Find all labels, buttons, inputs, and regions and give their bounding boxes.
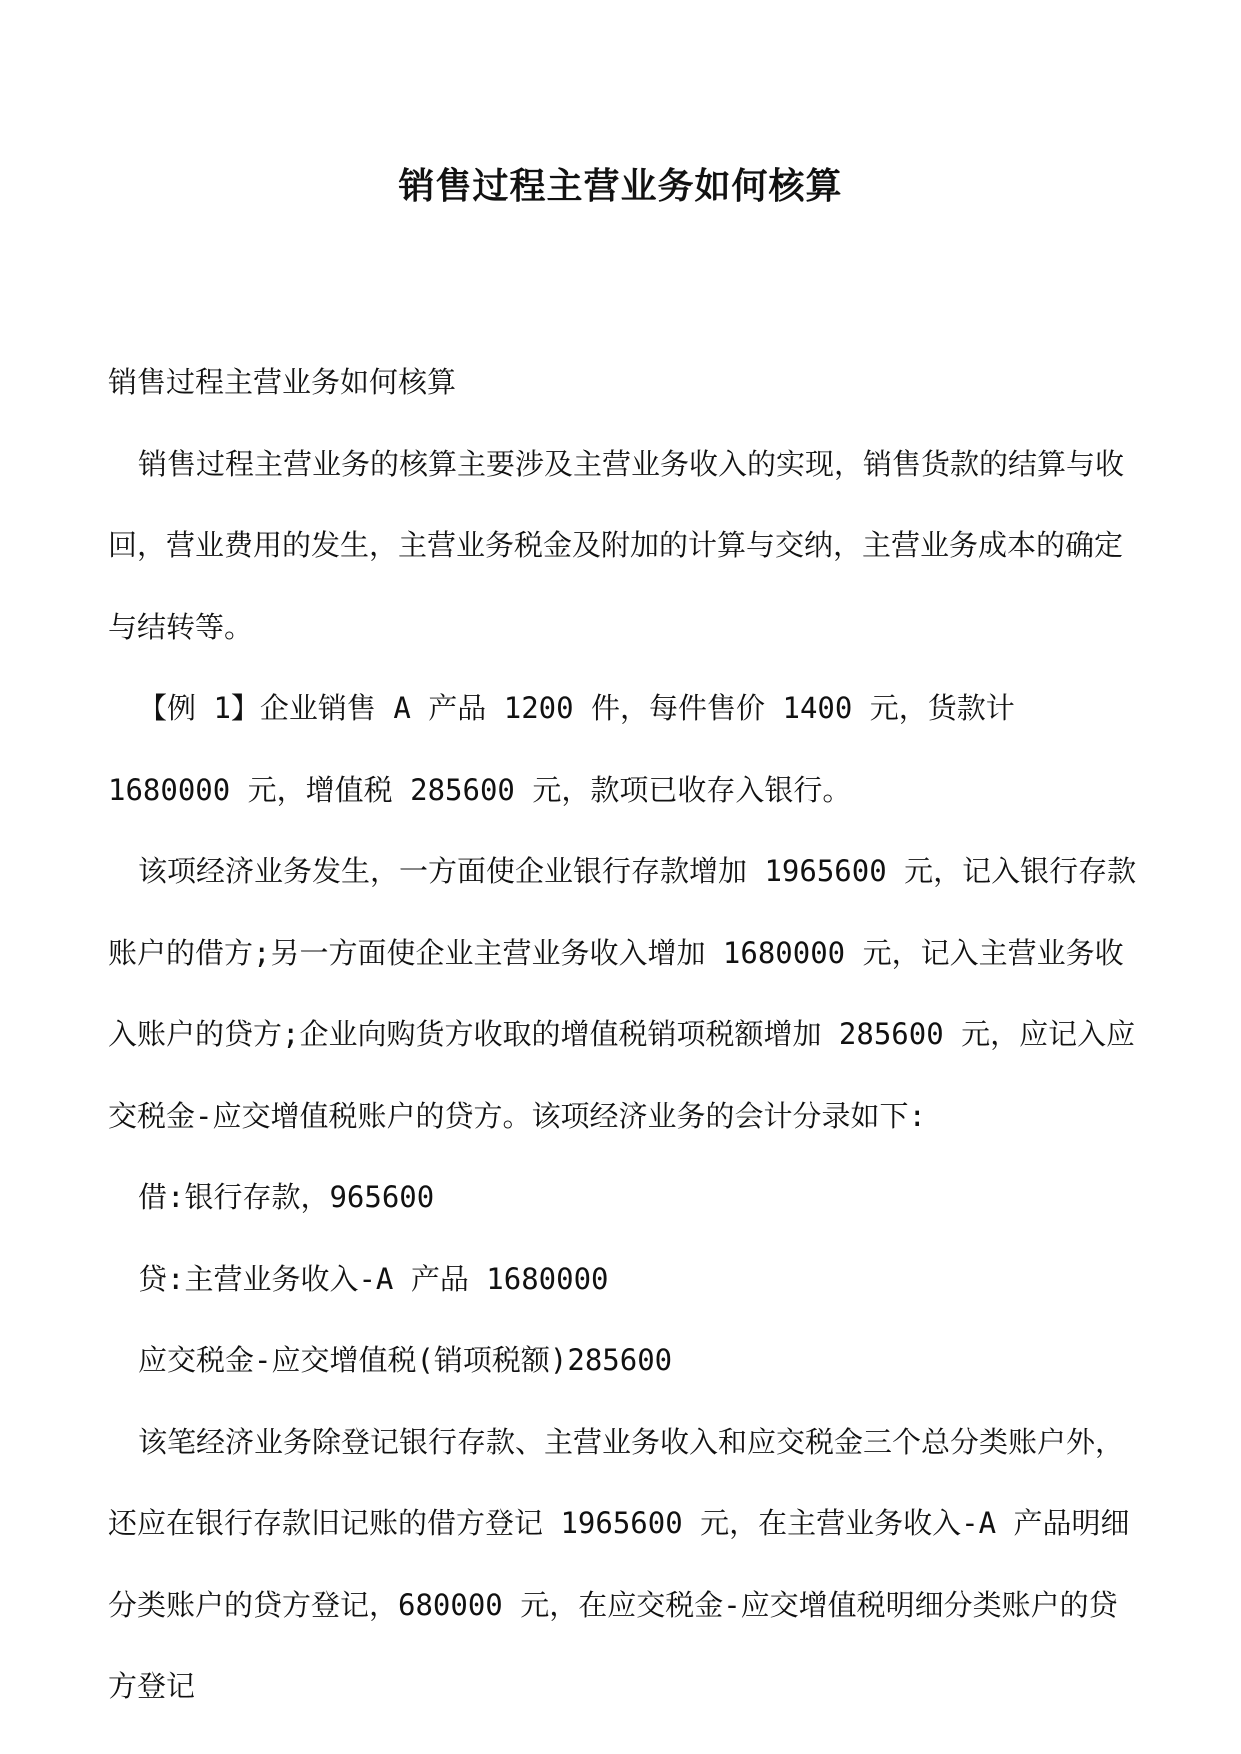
paragraph-ledger: 该笔经济业务除登记银行存款、主营业务收入和应交税金三个总分类账户外，还应在银行存款旧记账的借方登记 1965600 元，在主营业务收入-A 产品明细分类账户的贷方登记，680000 元，在应交税金-应交增值税明细分类账户的贷方登记: [108, 1424, 1130, 1703]
document-title: 销售过程主营业务如何核算: [398, 165, 843, 207]
journal-entry-tax: 应交税金-应交增值税(销项税额)285600: [138, 1343, 673, 1377]
document-body: [108, 342, 1138, 1728]
paragraph-intro: 销售过程主营业务的核算主要涉及主营业务收入的实现，销售货款的结算与收回，营业费用的发生，主营业务税金及附加的计算与交纳，主营业务成本的确定与结转等。: [108, 446, 1125, 644]
paragraph-explanation: 该项经济业务发生，一方面使企业银行存款增加 1965600 元，记入银行存款账户的借方;另一方面使企业主营业务收入增加 1680000 元，记入主营业务收入账户的贷方;企业向购货方收取的增值税销项税额增加 285600 元，应记入应交税金-应交增值税账户的贷方。该项经济业务的会计分录如下:: [108, 854, 1137, 1133]
journal-entry-credit: 贷:主营业务收入-A 产品 1680000: [138, 1261, 609, 1296]
paragraph-example: 【例 1】企业销售 A 产品 1200 件，每件售价 1400 元，货款计 1680000 元，增值税 285600 元，款项已收存入银行。: [108, 691, 1015, 807]
journal-entry-debit: 借:银行存款，965600: [138, 1180, 435, 1214]
paragraph-heading: 销售过程主营业务如何核算: [108, 365, 457, 399]
